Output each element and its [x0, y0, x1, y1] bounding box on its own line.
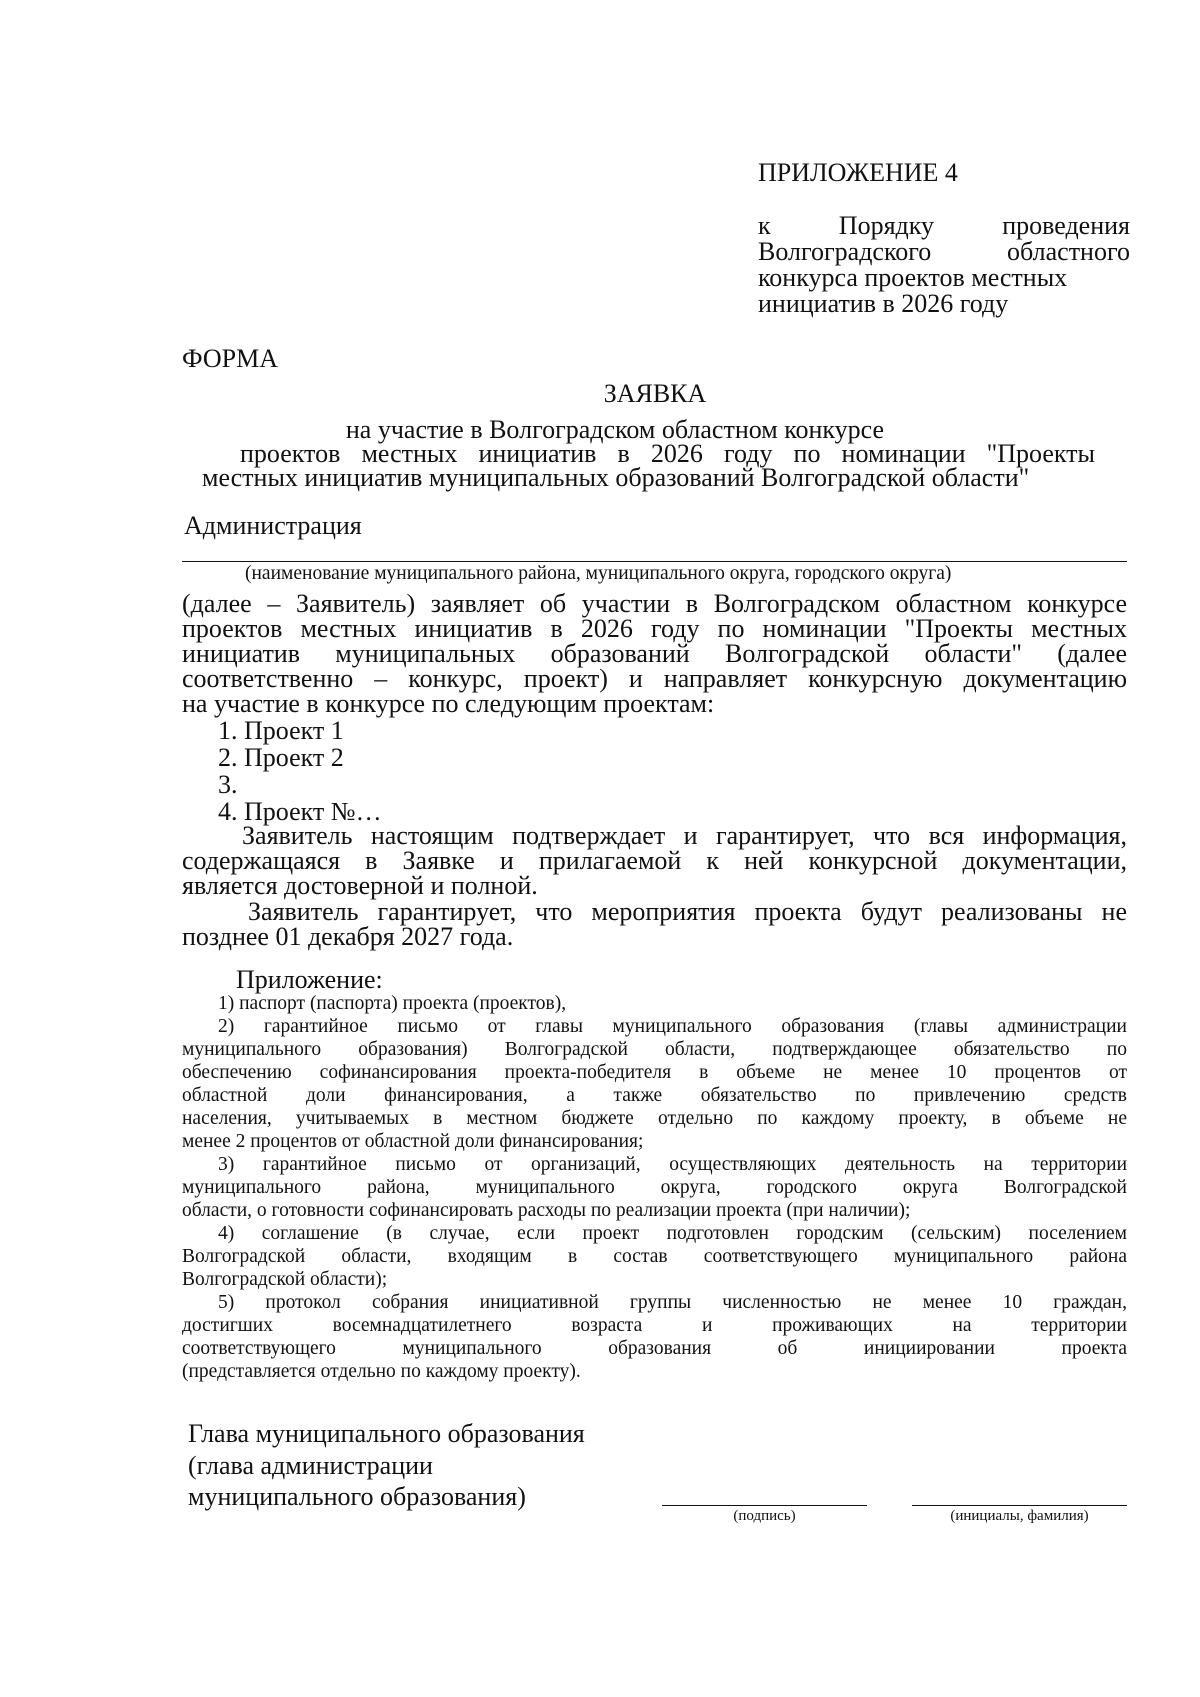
attachment-item-line: менее 2 процентов от областной доли финансирования;: [182, 1131, 644, 1152]
appendix-ref-line: Волгоградского областного: [758, 237, 1130, 266]
attachment-item-line: соответствующего муниципального образования об инициировании проекта: [182, 1338, 1127, 1359]
attachment-item-line: (представляется отдельно по каждому проекту).: [182, 1361, 581, 1382]
body-line: на участие в конкурсе по следующим проектам:: [182, 689, 715, 718]
applicant-name-line: [182, 561, 1127, 562]
body-line: соответственно – конкурс, проект) и направляет конкурсную документацию: [182, 664, 1127, 693]
attachment-item-line: достигших восемнадцатилетнего возраста и проживающих на территории: [182, 1315, 1127, 1336]
attachment-item-line: Волгоградской области);: [182, 1269, 388, 1290]
signature-caption: (подпись): [733, 1508, 796, 1524]
body-line: проектов местных инициатив в 2026 году по номинации "Проекты местных: [182, 614, 1127, 643]
signatory-title-line: Глава муниципального образования: [188, 1419, 585, 1448]
appendix-ref-line: конкурса проектов местных: [758, 263, 1068, 292]
signature-line: [662, 1505, 867, 1506]
attachment-item: 3) гарантийное письмо от организаций, осуществляющих деятельность на территории: [218, 1154, 1127, 1175]
attachments-heading: Приложение:: [236, 965, 383, 994]
attachment-item: 2) гарантийное письмо от главы муниципального образования (главы администрации: [218, 1016, 1127, 1037]
guarantee-line: Заявитель настоящим подтверждает и гарантирует, что вся информация,: [242, 821, 1127, 850]
body-line: инициатив муниципальных образований Волгоградской области" (далее: [182, 639, 1127, 668]
list-item: 1. Проект 1: [218, 716, 344, 745]
subtitle-line: местных инициатив муниципальных образований Волгоградской области": [202, 463, 1030, 492]
attachment-item-line: областной доли финансирования, а также обязательство по привлечению средств: [182, 1085, 1127, 1106]
name-caption: (инициалы, фамилия): [950, 1508, 1089, 1524]
attachment-item-line: обеспечению софинансирования проекта-победителя в объеме не менее 10 процентов от: [182, 1062, 1127, 1083]
list-item: 2. Проект 2: [218, 743, 344, 772]
appendix-ref-line: к Порядку проведения: [758, 211, 1130, 240]
list-item: 4. Проект №…: [218, 797, 382, 826]
appendix-heading: ПРИЛОЖЕНИЕ 4: [758, 158, 958, 187]
attachment-item-line: Волгоградской области, входящим в состав соответствующего муниципального района: [182, 1246, 1127, 1267]
applicant-label: Администрация: [184, 511, 362, 540]
signatory-title-line: (глава администрации: [188, 1451, 433, 1480]
attachment-item-line: муниципального образования) Волгоградской области, подтверждающее обязательство по: [182, 1039, 1127, 1060]
attachment-item-line: населения, учитываемых в местном бюджете отдельно по каждому проекту, в объеме не: [182, 1108, 1127, 1129]
attachment-item: 4) соглашение (в случае, если проект подготовлен городским (сельским) поселением: [218, 1223, 1127, 1244]
attachment-item-line: области, о готовности софинансировать расходы по реализации проекта (при наличии);: [182, 1200, 911, 1221]
deadline-line: позднее 01 декабря 2027 года.: [182, 922, 514, 951]
subtitle-line: проектов местных инициатив в 2026 году по номинации "Проекты: [240, 439, 1095, 468]
appendix-ref-line: инициатив в 2026 году: [758, 289, 1009, 318]
attachment-item: 1) паспорт (паспорта) проекта (проектов),: [218, 993, 567, 1014]
guarantee-line: является достоверной и полной.: [182, 871, 538, 900]
name-line: [912, 1505, 1127, 1506]
subtitle-line: на участие в Волгоградском областном конкурсе: [345, 415, 885, 444]
applicant-caption: (наименование муниципального района, муниципального округа, городского округа): [245, 563, 952, 584]
signatory-title-line: муниципального образования): [188, 1482, 526, 1511]
attachment-item: 5) протокол собрания инициативной группы численностью не менее 10 граждан,: [218, 1292, 1127, 1313]
attachment-item-line: муниципального района, муниципального округа, городского округа Волгоградской: [182, 1177, 1127, 1198]
guarantee-line: содержащаяся в Заявке и прилагаемой к ней конкурсной документации,: [182, 846, 1127, 875]
document-title: ЗАЯВКА: [603, 379, 707, 408]
form-label: ФОРМА: [182, 344, 278, 373]
list-item: 3.: [218, 770, 238, 799]
deadline-line: Заявитель гарантирует, что мероприятия проекта будут реализованы не: [248, 897, 1127, 926]
body-line: (далее – Заявитель) заявляет об участии в Волгоградском областном конкурсе: [182, 589, 1127, 618]
